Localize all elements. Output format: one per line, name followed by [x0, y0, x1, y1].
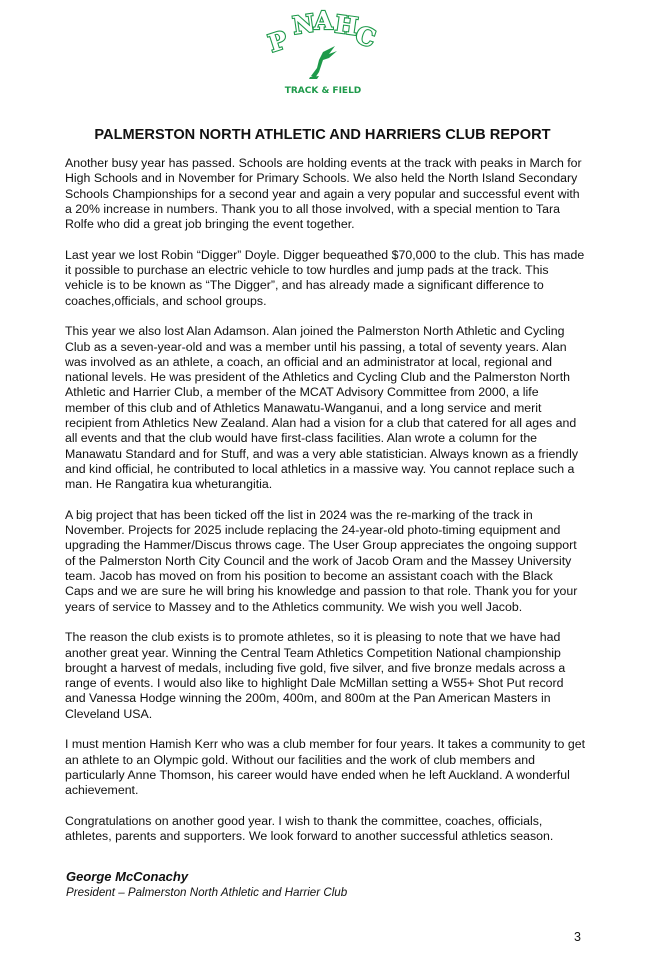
report-title: PALMERSTON NORTH ATHLETIC AND HARRIERS CLUB REPORT [94, 127, 551, 143]
signatory-role: President – Palmerston North Athletic and Harrier Club [66, 885, 348, 899]
pnahc-logo-graphic [263, 6, 383, 98]
logo-letter: C [351, 19, 379, 54]
winged-foot-icon [309, 46, 337, 79]
logo-letter: A [313, 6, 333, 35]
logo-letter: P [264, 24, 291, 58]
logo-letter: H [332, 9, 360, 41]
page-number: 3 [574, 929, 581, 944]
logo-subtitle: TRACK & FIELD [284, 86, 361, 96]
club-logo [263, 6, 383, 98]
signature-block [66, 868, 645, 900]
paragraph-closing: Congratulations on another good year. I wish to thank the committee, coaches, officials, athletes, parents and supporters. We look forward to another successful athletics season. [65, 813, 554, 844]
signatory-name: George McConachy [66, 868, 189, 884]
paragraph-achievements: The reason the club exists is to promote athletes, so it is pleasing to note that we have had another great year. Winning the Central Team Athletics Competition National championship brought a harvest of medals, including five gold, five silver, and five bronze medals across a range of events. I would also like to highlight Dale McMillan setting a W55+ Shot Put record and Vanessa Hodge winning the 200m, 400m, and 800m at the Pan American Masters in Cleveland USA. [65, 630, 566, 721]
paragraph-hamish-kerr: I must mention Hamish Kerr who was a club member for four years. It takes a community to get an athlete to an Olympic gold. Without our facilities and the work of club members and particularly Anne Thomson, his career would have ended when he left Auckland. A wonderful achievement. [65, 737, 586, 798]
paragraph-alan-adamson: This year we also lost Alan Adamson. Alan joined the Palmerston North Athletic and Cycling Club as a seven-year-old and was a member until his passing, a total of seventy years. Alan was involved as an athlete, a coach, an official and an administrator at local, regional and national levels. He was president of the Athletics and Cycling Club and the Palmerston North Athletic and Harrier Club, a member of the MCAT Advisory Committee from 2000, a life member of this club and of Athletics Manawatu-Wanganui, and a long service and merit recipient from Athletics New Zealand. Alan had a vision for a club that catered for all ages and all events and that the club would have first-class facilities. Alan wrote a column for the Manawatu Standard and for Stuff, and was a very able statistician. Always known as a friendly and kind official, he contributed to local athletics in a massive way. You cannot replace such a man. He Rangatira kua wheturangitia. [65, 324, 579, 492]
paragraph-digger: Last year we lost Robin “Digger” Doyle. Digger bequeathed $70,000 to the club. This has made it possible to purchase an electric vehicle to tow hurdles and jump pads at the track. This vehicle is to be known as “The Digger”, and has already made a significant difference to coaches,officials, and school groups. [65, 247, 585, 308]
paragraph-projects: A big project that has been ticked off the list in 2024 was the re-marking of the track in November. Projects for 2025 include replacing the 24-year-old photo-timing equipment and upgrading the Hammer/Discus throws cage. The User Group appreciates the ongoing support of the Palmerston North City Council and the work of Jacob Oram and the Massey University team. Jacob has moved on from his position to become an assistant coach with the Black Caps and we are sure he will bring his knowledge and passion to that role. Thank you for your years of service to Massey and to the Athletics community. We wish you well Jacob. [65, 507, 578, 614]
logo-letter: N [290, 8, 317, 40]
report-body [65, 156, 585, 860]
paragraph-intro: Another busy year has passed. Schools are holding events at the track with peaks in March for High Schools and in November for Primary Schools. We also held the North Island Secondary Schools Championships for a second year and again a very popular and successful event with a 20% increase in numbers. Thank you to all those involved, with a special mention to Tara Rolfe who did a great job bringing the event together. [65, 156, 582, 232]
